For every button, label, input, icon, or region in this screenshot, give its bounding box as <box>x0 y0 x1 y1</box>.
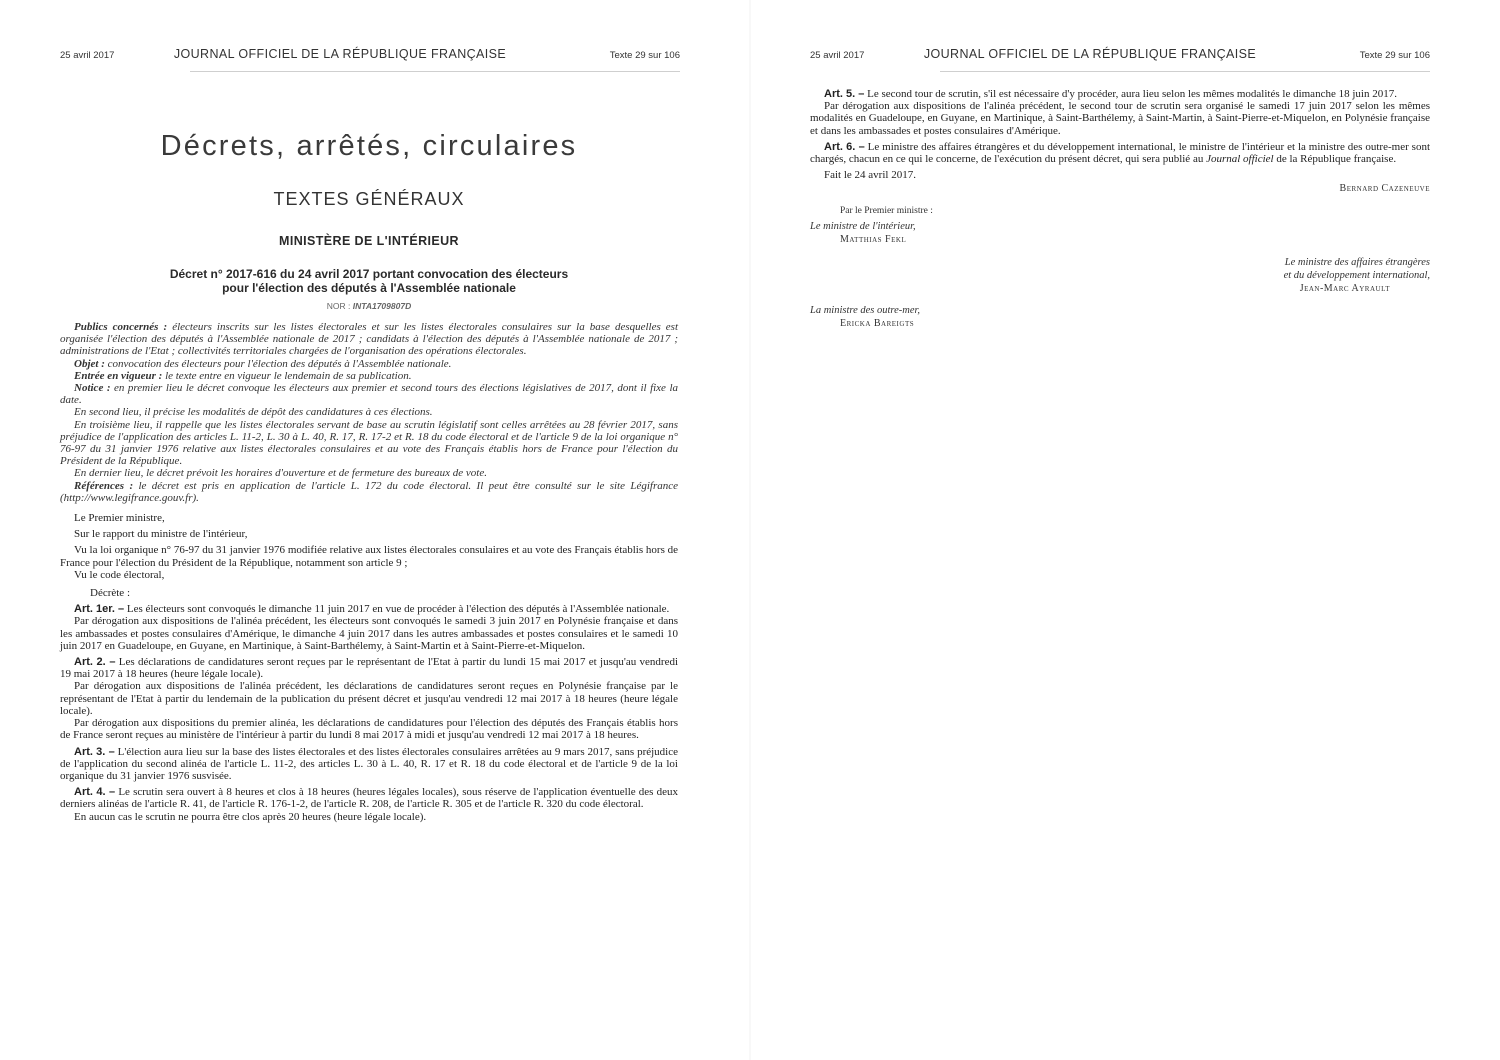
signature-min-ae-name: Jean-Marc Ayrault <box>1299 283 1390 295</box>
summary-notice <box>60 382 678 406</box>
article-label: Art. 3. – <box>74 745 115 758</box>
article-text: Le scrutin sera ouvert à 8 heures et clos à 18 heures (heures légales locales), sous réserve de l'application éventuelle des deux derniers alinéas de l'article R. 41, de l'article R. 176-1-2, de l'article R. 208, de l'article R. 305 et de l'article R. 320 du code électoral. <box>60 786 679 811</box>
page-header <box>60 47 680 67</box>
article-label: Art. 6. – <box>824 140 865 153</box>
header-rule <box>190 71 680 72</box>
header-journal-title: JOURNAL OFFICIEL DE LA RÉPUBLIQUE FRANÇAISE <box>923 47 1257 61</box>
summary-notice-p3: En troisième lieu, il rappelle que les listes électorales servant de base au scrutin législatif sont celles arrêtées au 28 février 2017, sans préjudice de l'application des articles L. 11-2, L. 30 à L. 40, R. 17, R. 17-2 et R. 18 du code électoral et de l'article 9 de la loi organique n° 76-97 du 31 janvier 1976 relative aux listes électorales consulaires et au vote des Français établis hors de France pour l'élection du Président de la République. <box>60 418 678 468</box>
article-text: Les électeurs sont convoqués le dimanche 11 juin 2017 en vue de procéder à l'élection des députés à l'Assemblée nationale. <box>126 603 670 616</box>
summary-text: convocation des électeurs pour l'élection des députés à l'Assemblée nationale. <box>107 357 452 370</box>
right-page <box>750 0 1500 1060</box>
decree-body <box>60 512 678 823</box>
signature-min-om-title: La ministre des outre-mer, <box>810 305 921 317</box>
summary-label: Entrée en vigueur : <box>74 369 163 382</box>
summary-objet <box>60 358 678 370</box>
article-2-p2: Par dérogation aux dispositions de l'alinéa précédent, les déclarations de candidatures seront reçues en Polynésie française par le représentant de l'Etat à partir du lendemain de la publication du présent décret et jusqu'au vendredi 12 mai 2017 à 18 heures (heure légale locale). <box>60 680 678 717</box>
body-decrete: Décrète : <box>90 587 130 600</box>
signature-min-ae-title2: et du développement international, <box>1283 270 1430 282</box>
summary-notice-p2: En second lieu, il précise les modalités de dépôt des candidatures à ces élections. <box>74 406 433 419</box>
signature-min-ae-title1: Le ministre des affaires étrangères <box>1284 257 1430 269</box>
article-2 <box>60 656 678 680</box>
summary-label: Références : <box>74 479 134 492</box>
article-4-p2: En aucun cas le scrutin ne pourra être clos après 20 heures (heure légale locale). <box>74 810 427 823</box>
signature-min-int-name: Matthias Fekl <box>840 234 907 246</box>
nor-label: NOR : <box>326 301 351 311</box>
summary-publics <box>60 321 678 358</box>
decree-title-line2: pour l'élection des députés à l'Assemblée nationale <box>222 280 516 295</box>
summary-label: Notice : <box>74 382 111 395</box>
summary-text: en premier lieu le décret convoque les électeurs aux premier et second tours des élections législatives de 2017, dont il fixe la date. <box>60 382 679 407</box>
journal-officiel-italic: Journal officiel <box>1206 153 1274 166</box>
summary-text: le texte entre en vigueur le lendemain de sa publication. <box>165 369 412 382</box>
nor-code: INTA1709807D <box>352 301 412 311</box>
signature-min-om-name: Ericka Bareigts <box>840 318 915 330</box>
summary-entree <box>60 370 678 382</box>
signature-block <box>810 183 1430 333</box>
article-label: Art. 2. – <box>74 656 116 669</box>
header-rule <box>940 71 1430 72</box>
signature-par-pm: Par le Premier ministre : <box>840 206 933 217</box>
signature-pm-name: Bernard Cazeneuve <box>1339 183 1430 195</box>
article-text: Les déclarations de candidatures seront reçues par le représentant de l'Etat à partir du lundi 15 mai 2017 et jusqu'au vendredi 19 mai 2017 à 18 heures (heure légale locale). <box>60 656 679 681</box>
article-5-p2: Par dérogation aux dispositions de l'alinéa précédent, le second tour de scrutin sera organisé le samedi 17 juin 2017 selon les mêmes modalités en Guadeloupe, en Guyane, en Martinique, à Saint-Barthélemy, à Saint-Martin, à Saint-Pierre-et-Miquelon, en Polynésie française et dans les ambassades et postes consulaires d'Amérique. <box>810 100 1430 137</box>
article-1-p2: Par dérogation aux dispositions de l'alinéa précédent, les électeurs sont convoqués le samedi 3 juin 2017 en Polynésie française et dans les ambassades et postes consulaires d'Amérique, le dimanche 4 juin 2017 dans les autres ambassades et postes consulaires et le samedi 10 juin 2017 en Guadeloupe, en Guyane, en Martinique, à Saint-Barthélemy, à Saint-Martin et à Saint-Pierre-et-Miquelon. <box>60 615 678 652</box>
right-page-content <box>810 88 1430 333</box>
header-page-number: Texte 29 sur 106 <box>1359 50 1430 61</box>
fait-date: Fait le 24 avril 2017. <box>824 169 916 182</box>
ministry-heading: MINISTÈRE DE L'INTÉRIEUR <box>279 234 459 248</box>
summary-notice-p4: En dernier lieu, le décret prévoit les horaires d'ouverture et de fermeture des bureaux de vote. <box>74 467 487 480</box>
body-rapport: Sur le rapport du ministre de l'intérieur, <box>74 528 248 541</box>
article-text: L'élection aura lieu sur la base des listes électorales et des listes électorales consulaires arrêtées au 9 mars 2017, sans préjudice de l'application du second alinéa de l'article L. 11-2, des articles L. 30 à L. 40, R. 17 et R. 18 du code électoral et de l'article 9 de la loi organique du 31 janvier 1976 susvisée. <box>60 745 678 782</box>
signature-min-int-title: Le ministre de l'intérieur, <box>810 221 916 233</box>
summary-label: Objet : <box>74 357 105 370</box>
article-1 <box>60 603 678 615</box>
article-label: Art. 4. – <box>74 786 116 799</box>
header-date: 25 avril 2017 <box>810 50 865 61</box>
article-5 <box>810 88 1430 100</box>
page-header <box>810 47 1430 67</box>
article-3 <box>60 746 678 783</box>
article-label: Art. 5. – <box>824 88 865 100</box>
summary-references <box>60 480 678 504</box>
article-text: de la République française. <box>1276 153 1397 166</box>
left-page-content <box>60 80 678 823</box>
header-date: 25 avril 2017 <box>60 50 115 61</box>
nor-reference <box>60 301 678 311</box>
body-vu-loi: Vu la loi organique n° 76-97 du 31 janvier 1976 modifiée relative aux listes électorales consulaires et au vote des Français établis hors de France pour l'élection du Président de la République, notamment son article 9 ; <box>60 544 678 569</box>
header-page-number: Texte 29 sur 106 <box>609 50 680 61</box>
body-premier-ministre: Le Premier ministre, <box>74 512 165 525</box>
section-title: Décrets, arrêtés, circulaires <box>160 130 578 162</box>
header-journal-title: JOURNAL OFFICIEL DE LA RÉPUBLIQUE FRANÇAISE <box>173 47 507 61</box>
sub-title: TEXTES GÉNÉRAUX <box>273 189 465 209</box>
body-vu-code: Vu le code électoral, <box>74 568 165 581</box>
decree-summary <box>60 321 678 504</box>
decree-title-line1: Décret n° 2017-616 du 24 avril 2017 portant convocation des électeurs <box>169 267 569 281</box>
article-6 <box>810 141 1430 165</box>
summary-text: électeurs inscrits sur les listes électorales et sur les listes électorales consulaires sur la base desquelles est organisée l'élection des députés à l'Assemblée nationale de 2017 ; candidats à l'élection des députés à l'Assemblée nationale de 2017 ; administrations de l'Etat ; collectivités territoriales chargées de l'organisation des opérations électorales. <box>60 321 679 358</box>
decree-title <box>60 268 678 295</box>
article-4 <box>60 786 678 810</box>
summary-text: le décret est pris en application de l'article L. 172 du code électoral. Il peut être consulté sur le site Légifrance (http://www.legifrance.gouv.fr). <box>60 479 679 504</box>
summary-label: Publics concernés : <box>74 321 168 333</box>
article-2-p3: Par dérogation aux dispositions du premier alinéa, les déclarations de candidatures pour l'élection des députés des Français établis hors de France seront reçues au ministère de l'intérieur à partir du lundi 8 mai 2017 à midi et jusqu'au vendredi 12 mai 2017 à 18 heures. <box>60 717 678 742</box>
article-text: Le second tour de scrutin, s'il est nécessaire d'y procéder, aura lieu selon les mêmes modalités le dimanche 18 juin 2017. <box>867 88 1397 100</box>
article-label: Art. 1er. – <box>74 603 125 616</box>
article-text: Le ministre des affaires étrangères et du développement international, le ministre de l'intérieur et la ministre des outre-mer sont chargés, chacun en ce qui le concerne, de l'exécution du présent décret, qui sera publié au <box>810 140 1430 166</box>
